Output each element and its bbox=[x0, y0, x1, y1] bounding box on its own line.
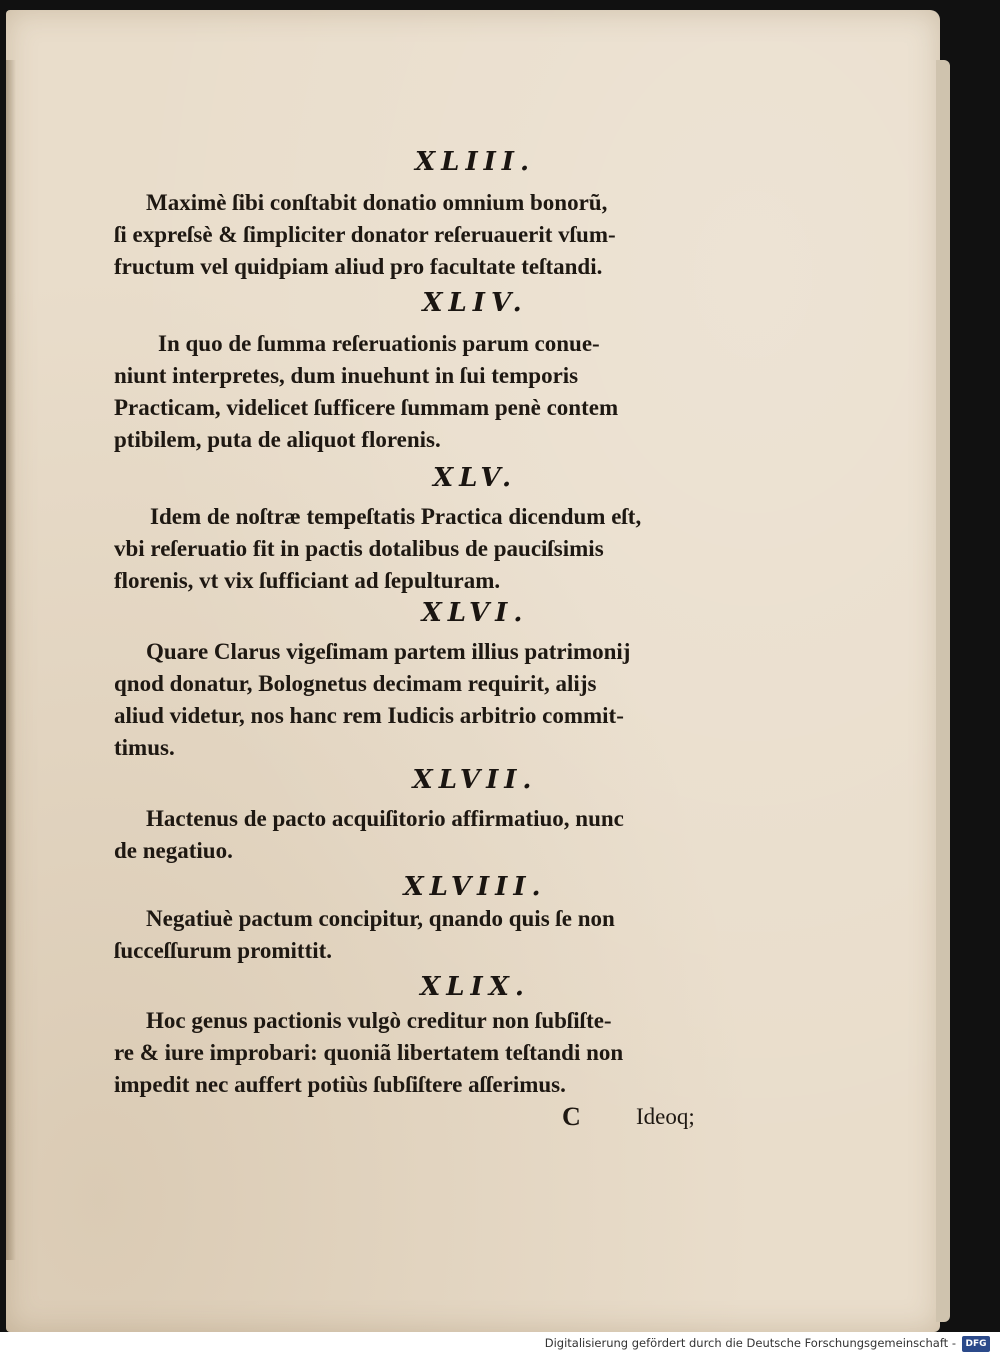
text-line: ptibilem, puta de aliquot florenis. bbox=[114, 427, 441, 452]
section-heading: XLIX. bbox=[420, 972, 530, 1002]
signature-mark: C bbox=[562, 1102, 581, 1131]
catchword: Ideoq; bbox=[636, 1104, 695, 1129]
section-heading: XLIII. bbox=[415, 147, 535, 177]
section-heading: XLV. bbox=[432, 463, 518, 493]
text-line: Practicam, videlicet ſufficere ſummam penè contem bbox=[114, 395, 619, 420]
text-line: qnod donatur, Bolognetus decimam requirit, alijs bbox=[114, 671, 597, 696]
section-heading: XLVI. bbox=[421, 598, 529, 628]
text-line: aliud videtur, nos hanc rem Iudicis arbitrio commit- bbox=[114, 703, 624, 728]
text-line: de negatiuo. bbox=[114, 838, 233, 863]
text-line: Quare Clarus vigeſimam partem illius patrimonij bbox=[146, 639, 631, 664]
text-line: ſucceſſurum promittit. bbox=[114, 938, 333, 963]
dfg-logo-icon: DFG bbox=[962, 1336, 990, 1352]
text-line: niunt interpretes, dum inuehunt in ſui temporis bbox=[114, 363, 579, 388]
text-line: ſi expreſsè & ſimpliciter donator reſeruauerit vſum- bbox=[114, 222, 616, 247]
section-heading: XLVII. bbox=[412, 765, 538, 795]
section-heading: XLVIII. bbox=[403, 872, 547, 902]
text-line: Negatiuè pactum concipitur, qnando quis ſe non bbox=[146, 906, 615, 931]
credit-bar bbox=[0, 1332, 1000, 1357]
text-line: florenis, vt vix ſufficiant ad ſepulturam. bbox=[114, 568, 501, 593]
text-line: Maximè ſibi conſtabit donatio omnium bonorũ, bbox=[146, 190, 608, 215]
text-line: In quo de ſumma reſeruationis parum conue- bbox=[158, 331, 600, 356]
text-line: re & iure improbari: quoniã libertatem teſtandi non bbox=[114, 1040, 624, 1065]
text-line: timus. bbox=[114, 735, 175, 760]
section-heading: XLIV. bbox=[422, 288, 528, 318]
text-line: fructum vel quidpiam aliud pro facultate teſtandi. bbox=[114, 254, 603, 279]
text-line: vbi reſeruatio fit in pactis dotalibus de pauciſsimis bbox=[114, 536, 604, 561]
text-line: Hactenus de pacto acquiſitorio affirmatiuo, nunc bbox=[146, 806, 624, 831]
text-line: Idem de noſtræ tempeſtatis Practica dicendum eſt, bbox=[150, 504, 642, 529]
text-line: impedit nec auffert potiùs ſubſiſtere aſſerimus. bbox=[114, 1072, 566, 1097]
text-line: Hoc genus pactionis vulgò creditur non ſubſiſte- bbox=[146, 1008, 612, 1033]
credit-text: Digitalisierung gefördert durch die Deutsche Forschungsgemeinschaft - bbox=[544, 1336, 956, 1350]
